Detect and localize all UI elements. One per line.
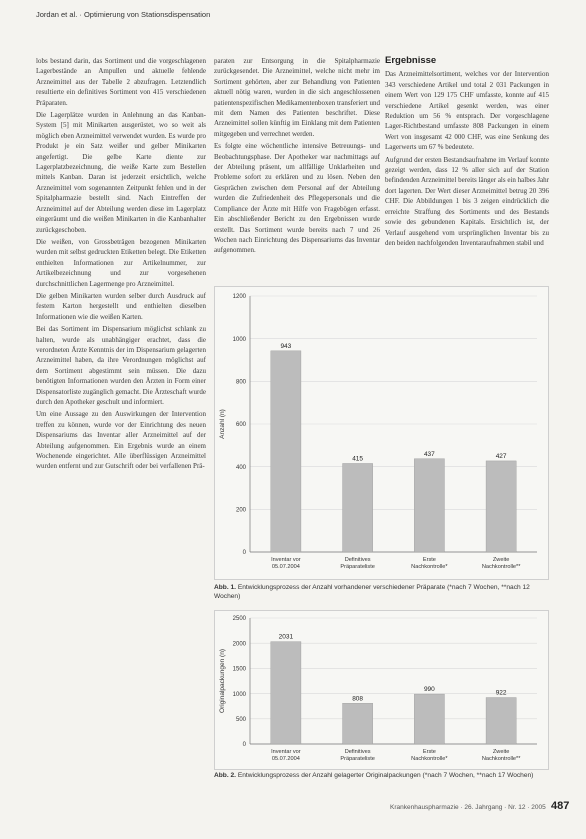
data-label: 990: [423, 686, 435, 694]
y-tick-label: 2000: [232, 641, 246, 648]
bar: [414, 694, 444, 744]
data-label: 922: [495, 689, 507, 697]
x-tick-label: Nachkontrolle*: [411, 564, 448, 570]
x-tick-label: Erste: [422, 557, 436, 563]
bar: [414, 459, 444, 552]
data-label: 943: [280, 342, 292, 350]
data-label: 427: [495, 452, 507, 460]
figure-label: Abb. 2.: [214, 772, 236, 779]
x-tick-label: Nachkontrolle*: [411, 756, 448, 762]
figure-1-caption: [214, 584, 549, 601]
y-axis-label: Anzahl (n): [219, 409, 226, 439]
x-tick-label: Nachkontrolle**: [481, 756, 521, 762]
x-tick-label: Präparateliste: [340, 564, 375, 570]
text-column-3: [385, 56, 549, 250]
section-heading: Ergebnisse: [385, 55, 437, 66]
paragraph: lobs bestand darin, das Sortiment und die vorgeschlagenen Lagerbestände an Ampullen und aktuelle fehlende Arzneimittel aus der Tabelle 2 abzufragen. Letztendlich resultierte ein definitives Sortiment von 415 verschiedenen Präparaten.: [36, 57, 206, 107]
y-tick-label: 0: [242, 742, 246, 749]
y-tick-label: 1500: [232, 666, 246, 673]
paragraph: Aufgrund der ersten Bestandsaufnahme im Verlauf konnte gezeigt werden, dass 12 % aller sich auf der Station befindenden Arzneimittel bereits länger als ein halbes Jahr dort lagerten. Der Wert dieser Arzneimittel betrug 20 396 CHF. Die Abbildungen 1 bis 3 zeigen eindrücklich die erreichte Straffung des Sortiments und des Bestands sowie des gebundenen Kapitals. Ersichtlich ist, der Verlauf ausgehend vom ursprünglichen Inventar bis zu den beiden nachfolgenden Inventaraufnahmen stabil und: [385, 155, 549, 247]
page-number: 487: [551, 800, 570, 812]
paragraph: paraten zur Entsorgung in die Spitalpharmazie zurückgesendet. Die Arzneimittel, welche nicht mehr im Sortiment gehörten, aber zur Behandlung von Patienten aktuell nötig waren, wurden in die sich angeschlossenen patientenspezifischen Medikamentenboxen transferiert und mit dem Namen des Patienten beschriftet. Diese Arzneimittel sollen künftig im Einklang mit dem Patienten mitgegeben und verrechnet werden.: [214, 57, 380, 138]
caption-text: Entwicklungsprozess der Anzahl gelagerter Originalpackungen (*nach 7 Wochen, **nach 17 Wochen): [237, 772, 534, 779]
y-tick-label: 2500: [232, 616, 246, 623]
text-column-2: [214, 56, 380, 258]
y-tick-label: 500: [235, 717, 246, 723]
data-label: 437: [423, 450, 435, 458]
y-tick-label: 800: [235, 379, 246, 386]
paragraph: Die weißen, von Grossbeträgen bezogenen Minikarten wurden mit selbst gedruckten Etiketten belegt. Die Etiketten enthielten Informationen zur Artikelnummer, zur Artikelbezeichnung und zur vorgesehenen durchschnittlichen Lagermenge pro Arzneimittel.: [36, 237, 206, 288]
y-axis-label: Originalpackungen (n): [219, 649, 226, 713]
bar: [486, 461, 516, 552]
paragraph: Das Arzneimittelsortiment, welches vor der Intervention 343 verschiedene Artikel und total 2 031 Packungen in einem Wert von 129 175 CHF umfasste, konnte auf 415 verschiedene Artikel gesenkt werden, was einer Reduktion um 56 % entsprach. Der vorgeschlagene Lager-Richtbestand umfasste 808 Packungen in einem Wert von insgesamt 42 000 CHF, was eine Senkung des Lagerwerts um 67 % bedeutete.: [385, 70, 549, 152]
text-column-1: [36, 56, 206, 474]
journal-footer: Krankenhauspharmazie · 26. Jahrgang · Nr. 12 · 2005: [390, 804, 546, 811]
caption-text: Entwicklungsprozess der Anzahl vorhandener verschiedener Präparate (*nach 7 Wochen, **nach 12 Wochen): [214, 584, 530, 600]
bar: [343, 463, 373, 552]
figure-label: Abb. 1.: [214, 584, 236, 591]
x-tick-label: Definitives: [344, 557, 371, 563]
paragraph: Bei das Sortiment im Dispensarium möglichst schlank zu halten, wurde als unabhängiger erachtet, dass die verordneten Ärzte Kenntnis der im Dispensarium gelagerten Arzneimittel haben, da ihre Verordnungen möglichst auf dem Sortiment abgestimmt sein müssen. Die dazu benötigten Informationen wurden den Ärzten in Form einer Dispensatorliste zugänglich gemacht. Die Ärzteschaft wurde durch den Apotheker geschult und informiert.: [36, 325, 206, 406]
bar: [271, 351, 301, 552]
data-label: 2031: [278, 633, 294, 641]
bar: [343, 703, 373, 744]
figure-1-bar-chart: [214, 286, 549, 580]
paragraph: Um eine Aussage zu den Auswirkungen der Intervention treffen zu können, wurde vor der Einrichtung des neuen Dispensariums das Inventar aller Arzneimittel auf der Abteilung aufgenommen. Ein Ergebnis wurde an einem Wochenende eingerichtet. Alle überflüssigen Arzneimittel wurden entfernt und zur Gutschrift oder bei verfallenen Prä-: [36, 410, 206, 471]
x-tick-label: 05.07.2004: [271, 564, 300, 570]
x-tick-label: 05.07.2004: [271, 756, 300, 762]
x-tick-label: Nachkontrolle**: [481, 564, 521, 570]
x-tick-label: Präparateliste: [340, 756, 375, 762]
figure-2-bar-chart: [214, 610, 549, 770]
y-tick-label: 1000: [232, 336, 246, 343]
running-header: Jordan et al. · Optimierung von Stationsdispensation: [36, 10, 211, 19]
bar: [271, 642, 301, 744]
y-tick-label: 400: [235, 464, 246, 471]
paragraph: Es folgte eine wöchentliche intensive Betreuungs- und Beobachtungsphase. Der Apotheker war nachmittags auf der Abteilung präsent, um allfällige Unklarheiten und Probleme sofort zu erklären und zu lösen. Neben den Gesprächen zwischen dem Personal auf der Abteilung wurden die Zufriedenheit des Pflegepersonals und die Compliance der Ärzte mit Hilfe von Fragebögen erfasst. Ein abschließender Bericht zu den Ergebnissen wurde erstellt. Das Sortiment wurde bereits nach 7 und 26 Wochen nach Einrichtung des Dispensariums das Inventar aufgenommen.: [214, 142, 380, 255]
paragraph: Die Lagerplätze wurden in Anlehnung an das Kanban-System [5] mit Minikarten ausgerüstet, wo so weit als möglich eben Arzneimittel verwendet wurden. Es wurde pro Produkt je ein Satz weißer und gelber Minikarten angefertigt. Die gelbe Karte diente zur Lagerplatzbezeichnung, die weiße Karte zum Bestellen mittels Kanban. Daran ist jederzeit ersichtlich, welche Arzneimittel vom sogenannten Zeitpunkt fehlen und in der Spitalpharmazie bestellt sind. Nach Eintreffen der Arzneimittel auf der Abteilung werden diese im Lagerplatz eingeräumt und die weißen Minikarten in die Kanbanhalter zurückgeschoben.: [36, 111, 206, 234]
y-tick-label: 1200: [232, 294, 246, 301]
x-tick-label: Zweite: [492, 749, 510, 755]
bar: [486, 698, 516, 744]
data-label: 808: [352, 695, 364, 703]
x-tick-label: Inventar vor: [271, 557, 301, 563]
x-tick-label: Erste: [422, 749, 436, 755]
x-tick-label: Zweite: [492, 557, 510, 563]
y-tick-label: 600: [235, 422, 246, 429]
x-tick-label: Definitives: [344, 749, 371, 755]
paragraph: Die gelben Minikarten wurden selber durch Ausdruck auf festem Karton hergestellt und enthielten dieselben Informationen wie die weißen Karten.: [36, 291, 206, 321]
data-label: 415: [352, 455, 364, 463]
x-tick-label: Inventar vor: [271, 749, 301, 755]
y-tick-label: 200: [235, 507, 246, 514]
y-tick-label: 1000: [232, 691, 246, 698]
figure-2-caption: [214, 772, 549, 781]
y-tick-label: 0: [242, 550, 246, 557]
